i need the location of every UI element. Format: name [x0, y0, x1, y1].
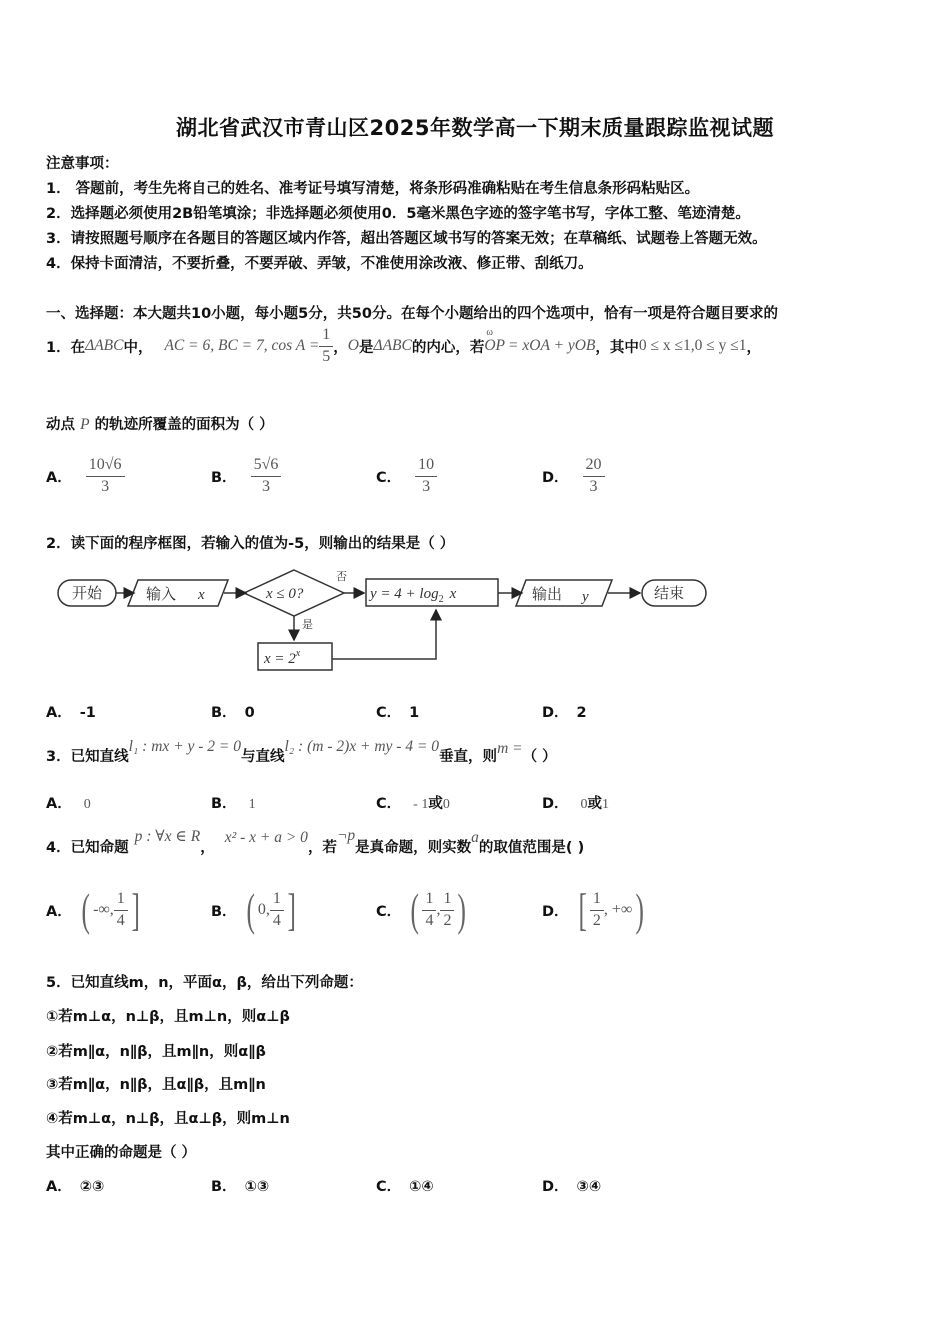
q5-option-a[interactable]: A． ②③ — [46, 1179, 105, 1195]
q2-option-a[interactable]: A． -1 — [46, 705, 96, 721]
q1-comma: ， — [333, 339, 348, 356]
q1-mid: 中， — [123, 339, 153, 356]
section-heading: 一、选择题：本大题共10小题，每小题5分，共50分。在每个小题给出的四个选项中，恰有一项是符合题目要求的 — [46, 306, 778, 322]
q5-proposition-1: ①若m⊥α，n⊥β，且m⊥n，则α⊥β — [46, 1009, 290, 1025]
option-fraction: $\frac{10√6}{3}$ — [86, 457, 125, 496]
flow-output-shape — [516, 580, 612, 606]
q1-triangle: ΔABC — [85, 337, 124, 354]
notice-heading: 注意事项： — [46, 156, 119, 172]
q5-option-d[interactable]: D． ③④ — [542, 1179, 602, 1195]
q1-where: ，其中 — [595, 339, 639, 356]
q4-option-b[interactable]: B． ( 0, $\frac{1}{4}$ ] — [211, 884, 299, 936]
flow-input-var: x — [198, 587, 205, 603]
q3-line2-eq: l₂ : (m - 2)x + my - 4 = 0 — [284, 738, 440, 755]
question-1 — [46, 326, 761, 366]
q1-option-a[interactable] — [46, 451, 125, 501]
q1-option-c[interactable] — [376, 451, 437, 501]
q1-option-d[interactable] — [542, 451, 605, 501]
q3-perp: 垂直，则 — [439, 748, 498, 765]
notice-item-3: 3．请按照题号顺序在各题目的答题区域内作答，超出答题区域书写的答案无效；在草稿纸、试题卷上答题无效。 — [46, 231, 767, 247]
q3-option-a[interactable]: A． 0 — [46, 796, 91, 812]
q1-o: O — [347, 337, 359, 354]
option-fraction: $\frac{5√6}{3}$ — [251, 457, 282, 496]
q1-option-b[interactable] — [211, 451, 281, 501]
question-4 — [46, 826, 584, 866]
q5-option-c[interactable]: C． ①④ — [376, 1179, 434, 1195]
option-fraction: $\frac{10}{3}$ — [415, 457, 437, 496]
question-2: 2．读下面的程序框图，若输入的值为-5，则输出的结果是（ ） — [46, 536, 455, 552]
interval: ( -∞, $\frac{1}{4}$ ] — [81, 884, 140, 935]
flow-no-label: 否 — [336, 570, 347, 583]
flow-end-label: 结束 — [654, 584, 685, 602]
q1-line-2 — [46, 413, 274, 434]
q4-options — [46, 884, 906, 936]
q1-fraction: $\frac{1}{5}$ — [319, 327, 333, 366]
flow-input-label: 输入 — [146, 585, 177, 603]
q3-m: m = — [497, 740, 523, 757]
q3-blank: （ ） — [522, 748, 557, 765]
question-3 — [46, 737, 557, 773]
q4-tail: 是真命题，则实数 — [355, 839, 472, 856]
q1-range: 0 ≤ x ≤1,0 ≤ y ≤1 — [638, 337, 747, 354]
q4-p: p : ∀x ∈ R — [134, 827, 201, 845]
flow-assign-no-label: $y = 4 + \log_2 x$ — [370, 586, 457, 605]
notice-item-1: 1． 答题前，考生先将自己的姓名、准考证号填写清楚，将条形码准确粘贴在考生信息条形码粘贴区。 — [46, 181, 700, 197]
q5-proposition-2: ②若m∥α，n∥β，且m∥n，则α∥β — [46, 1044, 266, 1060]
question-5: 5．已知直线m，n，平面α，β，给出下列命题： — [46, 975, 363, 991]
q1-line2b: 的轨迹所覆盖的面积为（ ） — [94, 417, 274, 433]
interval: ( 0, $\frac{1}{4}$ ] — [246, 884, 296, 935]
option-label: A． — [46, 469, 72, 486]
q1-options — [46, 451, 906, 501]
page-title: 湖北省武汉市青山区2025年数学高一下期末质量跟踪监视试题 — [176, 116, 774, 140]
q2-option-b[interactable]: B． 0 — [211, 705, 255, 721]
q3-option-c[interactable]: C． - 1或0 — [376, 796, 450, 812]
q1-num: 1．在 — [46, 339, 86, 356]
notice-item-4: 4．保持卡面清洁，不要折叠，不要弄破、弄皱，不准使用涂改液、修正带、刮纸刀。 — [46, 256, 593, 272]
q5-proposition-4: ④若m⊥α，n⊥β，且α⊥β，则m⊥n — [46, 1111, 290, 1127]
q1-is: 是 — [358, 339, 374, 356]
q4-option-c[interactable]: C． ( $\frac{1}{4}$ , $\frac{1}{2}$ ) — [376, 884, 470, 936]
q1-line2a: 动点 — [46, 417, 75, 433]
q1-incenter: 的内心，若 — [411, 339, 485, 356]
q1-condition: AC = 6, BC = 7, cos A = — [164, 337, 320, 354]
flow-output-label: 输出 — [532, 585, 563, 603]
q1-end: ， — [746, 339, 762, 356]
q5-options — [46, 1175, 906, 1195]
q4-range: 的取值范围是( ) — [478, 839, 585, 856]
option-label: C． — [376, 469, 402, 486]
q3-options — [46, 792, 906, 812]
q2-option-c[interactable]: C． 1 — [376, 705, 420, 721]
q4-num: 4．已知命题 — [46, 839, 129, 856]
notice-item-2: 2．选择题必须使用2B铅笔填涂；非选择题必须使用0．5毫米黑色字迹的签字笔书写，字体工整、笔迹清楚。 — [46, 206, 750, 222]
q2-option-d[interactable]: D． 2 — [542, 705, 587, 721]
q4-a: a — [471, 829, 479, 846]
q5-question: 其中正确的命题是（ ） — [46, 1145, 197, 1161]
q4-comma: ， — [200, 839, 215, 856]
q3-option-b[interactable]: B． 1 — [211, 796, 256, 812]
option-label: B． — [211, 469, 237, 486]
q4-option-d[interactable]: D． [ $\frac{1}{2}$ , +∞ ) — [542, 884, 648, 936]
flow-start-label: 开始 — [72, 584, 103, 602]
q3-and: 与直线 — [240, 748, 285, 765]
interval: ( $\frac{1}{4}$ , $\frac{1}{2}$ ) — [410, 884, 467, 935]
q3-line1-eq: l₁ : mx + y - 2 = 0 — [128, 738, 241, 755]
q1-triangle-2: ΔABC — [373, 337, 412, 354]
option-fraction: $\frac{20}{3}$ — [583, 457, 605, 496]
q4-option-a[interactable]: A． ( -∞, $\frac{1}{4}$ ] — [46, 884, 143, 936]
q1-p: P — [80, 416, 90, 433]
q1-vector-op: ω OP — [484, 337, 505, 355]
flow-assign-yes-label: $x = 2^x$ — [264, 648, 301, 667]
q1-vector-eq: = xOA + yOB — [508, 337, 596, 354]
q5-option-b[interactable]: B． ①③ — [211, 1179, 270, 1195]
flow-yes-label: 是 — [302, 618, 313, 631]
q4-ineq: x² - x + a > 0 — [224, 829, 308, 846]
q4-if: ，若 — [307, 839, 337, 856]
q4-notp: ¬p — [336, 827, 356, 844]
flow-output-var: y — [582, 589, 589, 605]
q5-proposition-3: ③若m∥α，n∥β，且α∥β，且m∥n — [46, 1077, 266, 1093]
q3-option-d[interactable]: D． 0或1 — [542, 796, 610, 812]
flowchart — [50, 566, 720, 676]
q2-options — [46, 701, 906, 721]
flow-input-shape — [128, 580, 228, 606]
flow-decision-label: x ≤ 0? — [266, 586, 304, 602]
interval: [ $\frac{1}{2}$ , +∞ ) — [577, 884, 645, 935]
q3-num: 3．已知直线 — [46, 748, 129, 765]
option-label: D． — [542, 469, 569, 486]
